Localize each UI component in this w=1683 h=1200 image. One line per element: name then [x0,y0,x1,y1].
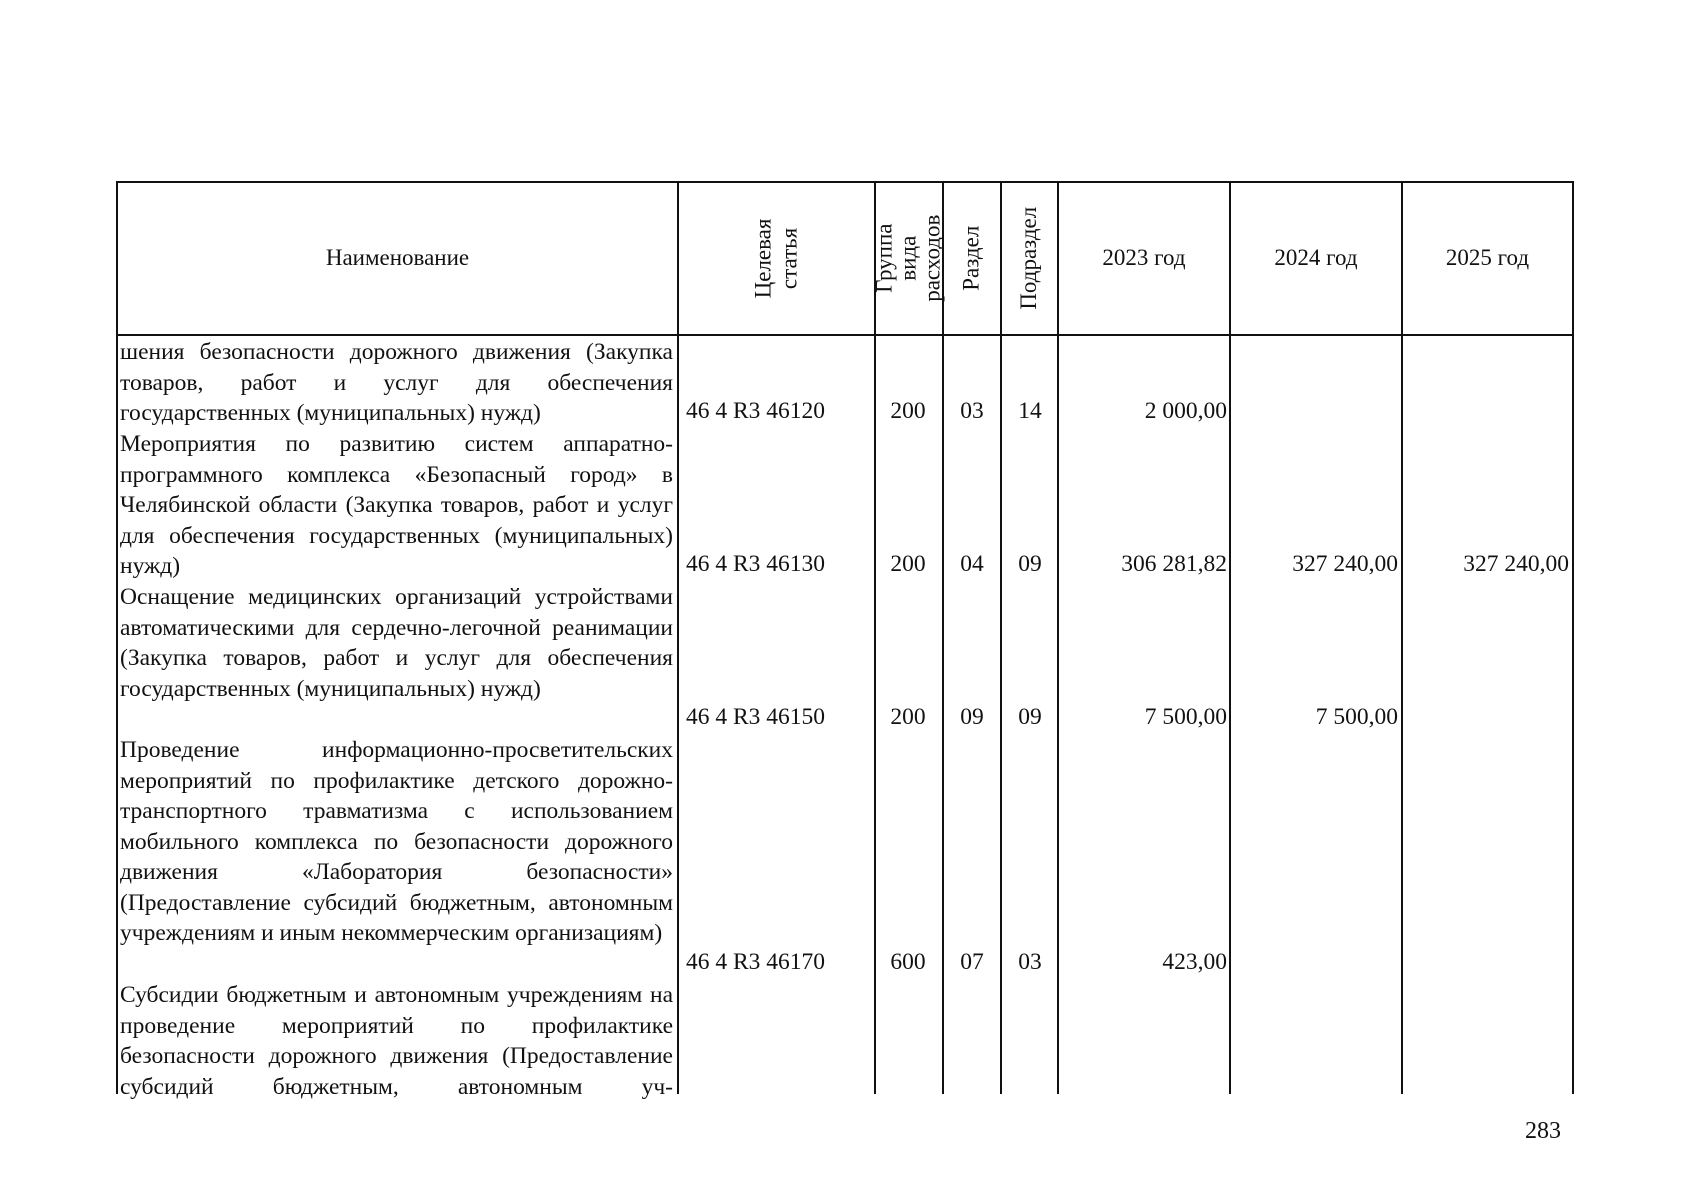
header-name [118,183,677,334]
page-number: 283 [1525,1118,1561,1144]
header-section-label: Раздел [958,225,984,292]
header-section [944,183,1000,334]
row-3-section: 09 [960,704,984,730]
row-3-2024: 7 500,00 [1315,704,1398,730]
row-2-group: 200 [890,551,926,577]
row-4-section: 07 [960,949,984,975]
row-2-2024: 327 240,00 [1292,551,1398,577]
row-3-code: 46 4 R3 46150 [686,704,826,730]
row-2-subsection: 09 [1018,551,1042,577]
row-2-2025: 327 240,00 [1463,551,1569,577]
header-2025 [1403,183,1572,334]
row-1-2023: 2 000,00 [1144,398,1227,424]
header-target-article-label: Целевая статья [750,218,802,299]
header-2025-label: 2025 год [1445,245,1530,271]
row-2-name: Мероприятия по развитию систем аппаратно-программного комплекса «Безопасный город» в Челябинской области (Закупка товаров, работ и услуг для обеспечения государственных (муниципальных) нужд) [120,431,673,579]
header-expense-group [871,183,946,334]
row-3-2023: 7 500,00 [1144,704,1227,730]
row-1-group: 200 [890,398,926,424]
row-3-group: 200 [890,704,926,730]
row-1-code: 46 4 R3 46120 [686,398,826,424]
row-1-name: шения безопасности дорожного движения (Закупка товаров, работ и услуг для обеспечения государственных (муниципальных) нужд) [120,339,673,426]
header-2023-label: 2023 год [1102,245,1186,271]
row-2-2023: 306 281,82 [1121,551,1227,577]
header-target-article [679,183,874,334]
row-4-group: 600 [890,949,926,975]
row-4-subsection: 03 [1018,949,1042,975]
row-3-name: Оснащение медицинских организаций устройствами автоматическими для сердечно-легочной реанимации (Закупка товаров, работ и услуг для обеспечения государственных (муниципальных) нужд) [120,584,673,702]
header-2024-label: 2024 год [1274,245,1358,271]
header-2024 [1231,183,1401,334]
header-subsection-label: Подраздел [1016,207,1042,310]
row-3-subsection: 09 [1018,704,1042,730]
table-header-border [116,334,1574,336]
header-name-label: Наименование [325,245,470,271]
col-border-right [1572,181,1574,1094]
row-5-name: Субсидии бюджетным и автономным учреждениям на проведение мероприятий по профилактике безопасности дорожного движения (Предоставление субсидий бюджетным, автономным уч- [120,982,673,1100]
header-2023 [1059,183,1229,334]
row-4-code: 46 4 R3 46170 [686,949,826,975]
row-1-subsection: 14 [1018,398,1042,424]
row-1-section: 03 [960,398,984,424]
header-subsection [1002,183,1057,334]
row-2-code: 46 4 R3 46130 [686,551,826,577]
header-expense-group-label: Группа вида расходов [871,214,946,303]
row-4-2023: 423,00 [1162,949,1227,975]
row-4-name: Проведение информационно-просветительских мероприятий по профилактике детского дорожно-транспортного травматизма с использованием мобильного комплекса по безопасности дорожного движения «Лаборатория безопасности» (Предоставление субсидий бюджетным, автономным учреждениям и иным некоммерческим организациям) [120,737,673,946]
row-2-section: 04 [960,551,984,577]
